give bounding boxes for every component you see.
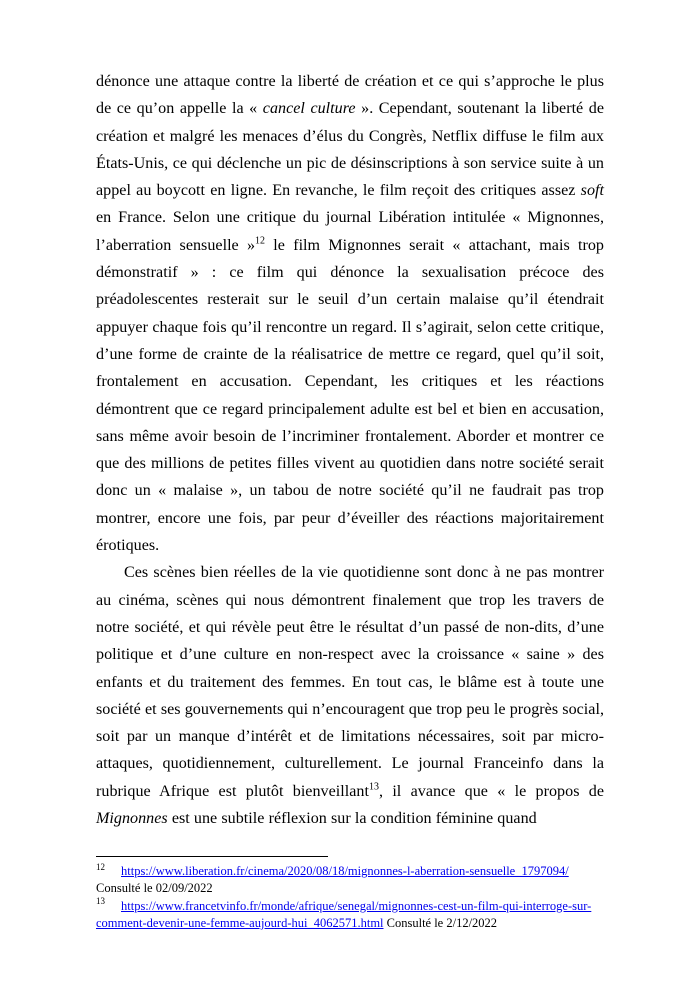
footnote-marker-13: 13 bbox=[96, 896, 105, 907]
footnote-item-12 bbox=[96, 863, 604, 898]
text-run: le film Mignonnes serait « attachant, mais trop démonstratif » : ce film qui dénonce la sexualisation précoce des préadolescentes resterait sur le seuil d’un certain malaise qu’il étendrait appuyer chaque fois qu’il rencontre un regard. Il s’agirait, selon cette critique, d’une forme de crainte de la réalisatrice de mettre ce regard, quel qu’il soit, frontalement en accusation. Cependant, les critiques et les réactions démontrent que ce regard principalement adulte est bel et bien en accusation, sans même avoir besoin de l’incriminer frontalement. Aborder et montrer ce que des millions de petites filles vivent au quotidien dans notre société serait donc un « malaise », un tabou de notre société qu’il ne faudrait pas trop montrer, encore une fois, par peur d’éveiller des réactions majoritairement érotiques. bbox=[96, 236, 604, 555]
footnote-consulted-12: Consulté le 02/09/2022 bbox=[96, 881, 213, 896]
italic-term: Mignonnes bbox=[96, 810, 168, 828]
footnote-separator-rule bbox=[96, 856, 328, 857]
paragraph-2 bbox=[96, 559, 604, 832]
footnote-marker-12: 12 bbox=[96, 861, 105, 872]
body-text-block bbox=[96, 68, 604, 832]
footnote-consulted-13: Consulté le 2/12/2022 bbox=[383, 915, 498, 930]
footnote-reference-13[interactable]: 13 bbox=[368, 781, 379, 793]
text-run: Ces scènes bien réelles de la vie quotidienne sont donc à ne pas montrer au cinéma, scènes qui nous démontrent finalement que trop les travers de notre société, et qui révèle peut être le résultat d’un passé de non-dits, d’une politique et d’une culture en non-respect avec la croissance « saine » des enfants et du traitement des femmes. En tout cas, le blâme est à toute une société et ses gouvernements qui n’encouragent que trop peu le progrès social, soit par un manque d’intérêt et de limitations nécessaires, soit par micro-attaques, quotidiennement, culturellement. Le journal Franceinfo dans la rubrique Afrique est plutôt bienveillant bbox=[96, 564, 604, 800]
footnote-link-12[interactable]: https://www.liberation.fr/cinema/2020/08/18/mignonnes-l-aberration-sensuelle_1797094/ bbox=[121, 864, 569, 878]
text-run: en France. Selon une critique du journal Libération intitulée « Mignonnes, l’aberration sensuelle » bbox=[96, 209, 604, 254]
italic-term: cancel culture bbox=[262, 100, 356, 118]
paragraph-1 bbox=[96, 68, 604, 559]
text-run: ». Cependant, soutenant la liberté de création et malgré les menaces d’élus du Congrès, Netflix diffuse le film aux États-Unis, ce qui déclenche un pic de désinscriptions à son service suite à un appel au boycott en ligne. En revanche, le film reçoit des critiques assez bbox=[96, 100, 604, 200]
footnote-reference-12[interactable]: 12 bbox=[255, 235, 266, 247]
text-run: , il avance que « le propos de bbox=[378, 782, 604, 800]
footnote-area bbox=[96, 856, 604, 932]
text-run: est une subtile réflexion sur la condition féminine quand bbox=[167, 810, 537, 828]
text-run: dénonce une attaque contre la liberté de création et ce qui s’approche le plus de ce qu’on appelle la « bbox=[96, 73, 604, 118]
italic-term: soft bbox=[580, 182, 604, 200]
footnote-item-13 bbox=[96, 898, 604, 933]
footnote-link-13[interactable]: https://www.francetvinfo.fr/monde/afrique/senegal/mignonnes-cest-un-film-qui-interroge-sur-comment-devenir-une-femme-aujourd-hui_4062571.html bbox=[96, 898, 592, 930]
